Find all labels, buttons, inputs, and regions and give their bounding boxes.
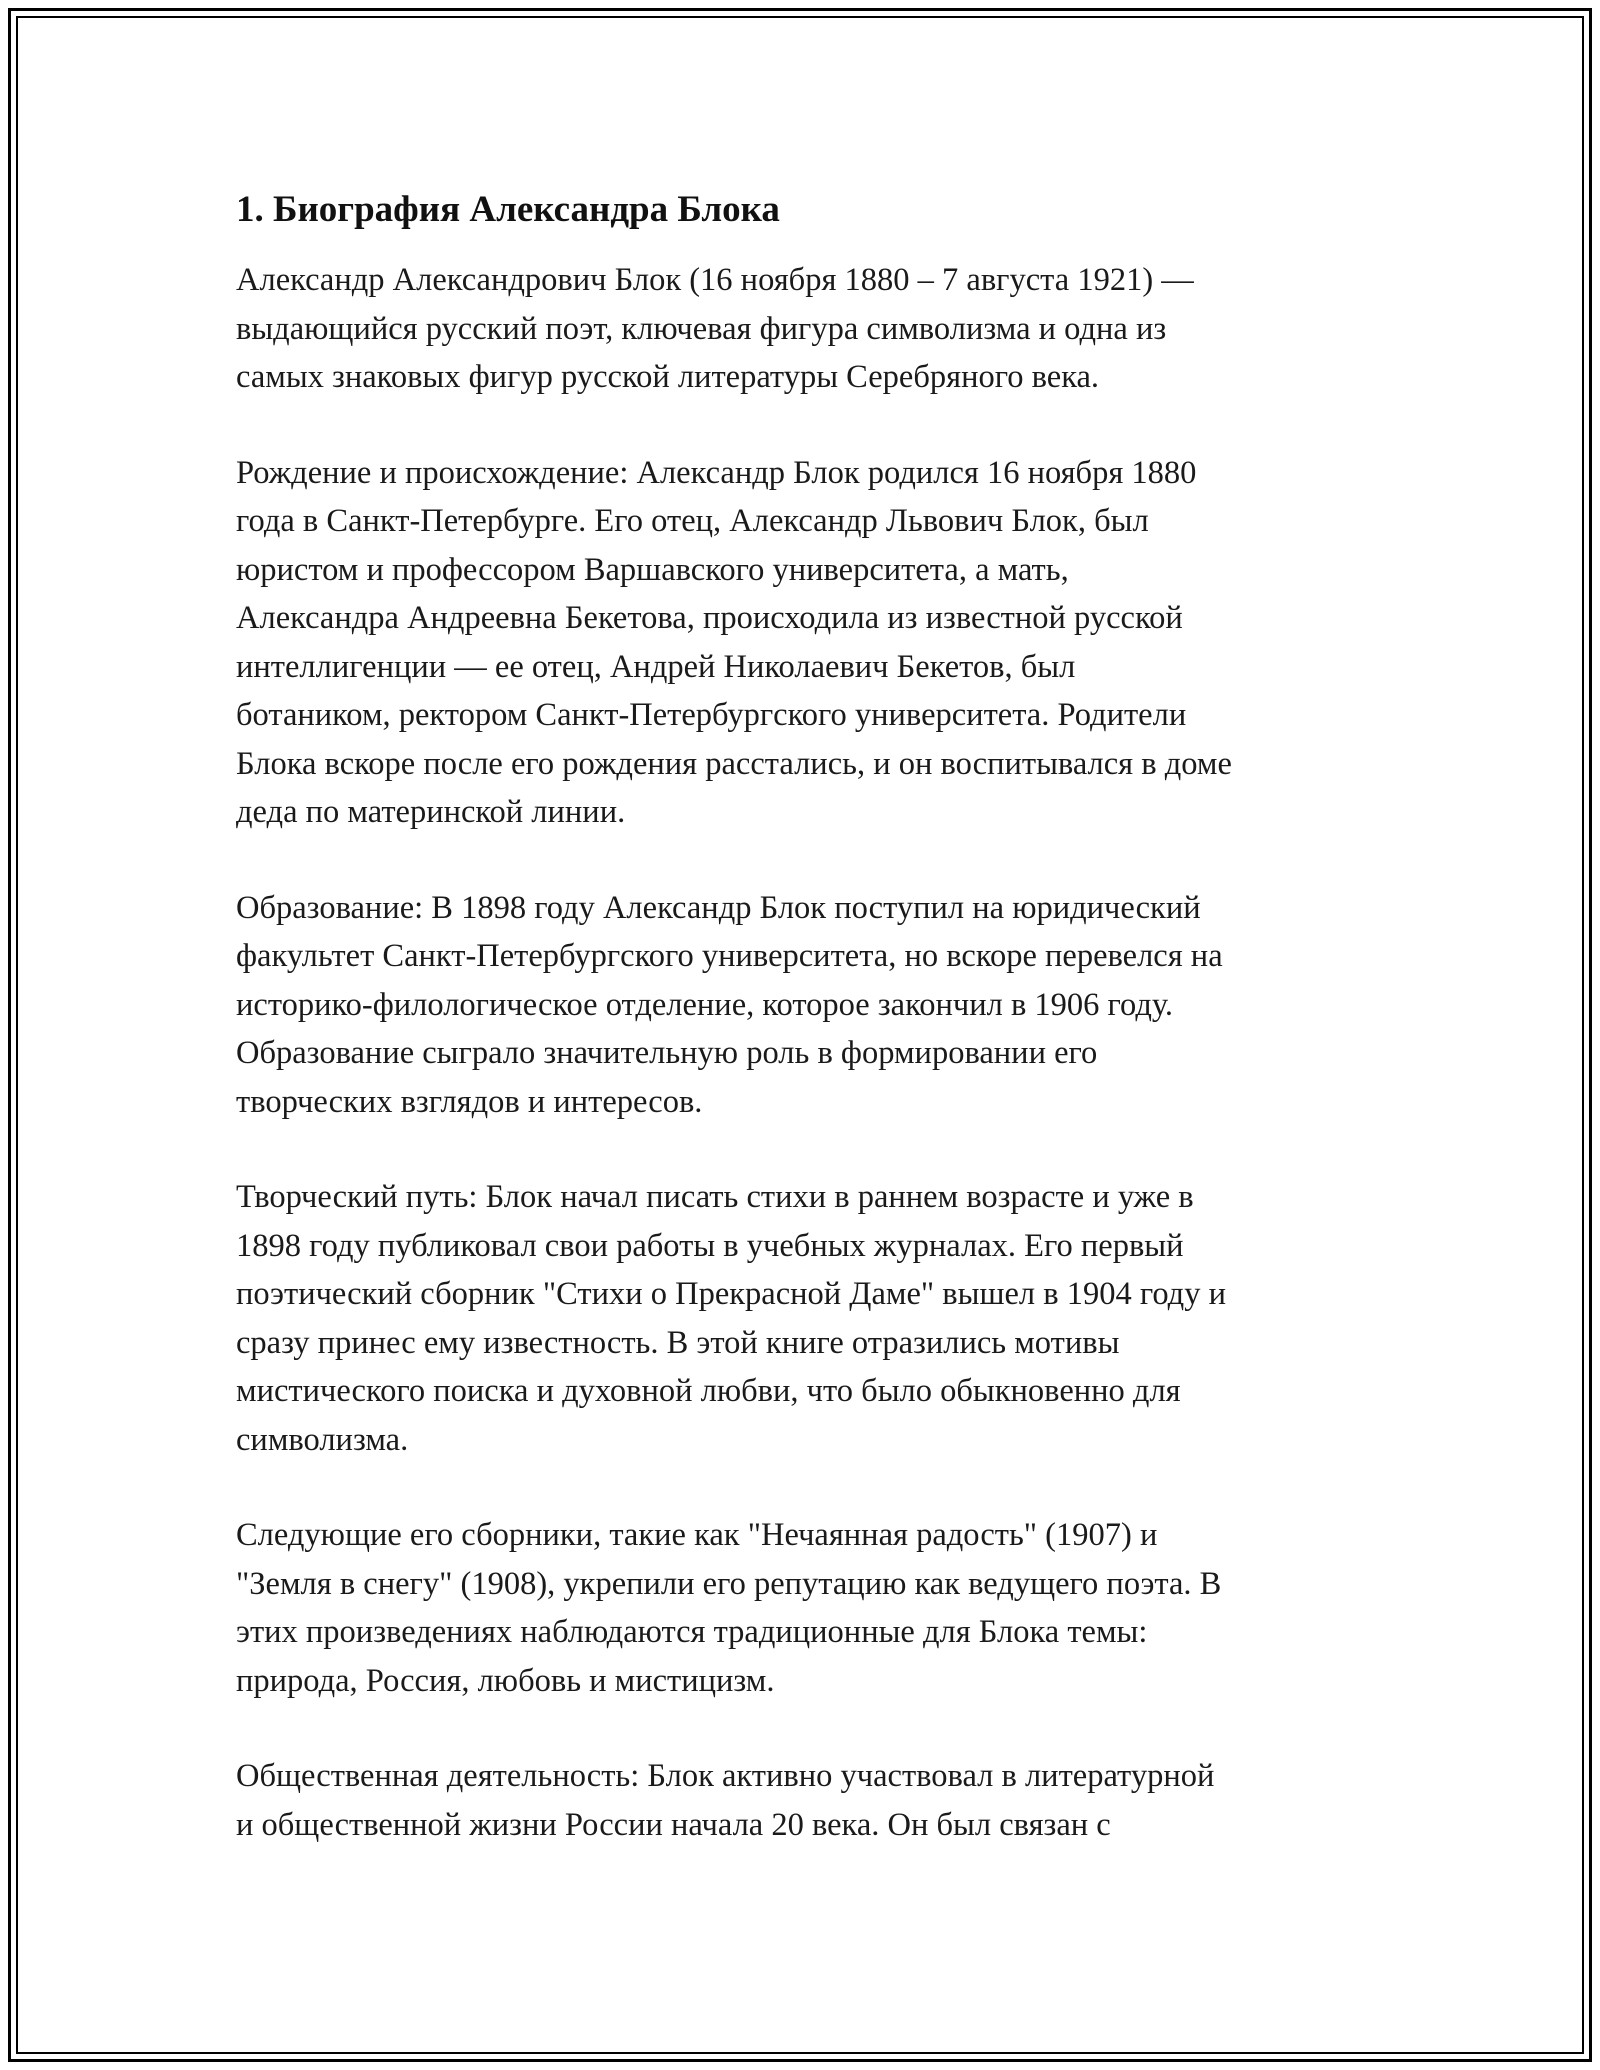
text-line: Александра Андреевна Бекетова, происходила из известной русской: [236, 600, 1183, 636]
text-line: Рождение и происхождение: Александр Блок родился 16 ноября 1880: [236, 454, 1197, 491]
text-line: этих произведениях наблюдаются традиционные для Блока темы:: [236, 1614, 1148, 1650]
text-line: Общественная деятельность: Блок активно участвовал в литературной: [236, 1758, 1215, 1794]
paragraph-birth-origin: [236, 449, 1376, 837]
text-line: поэтический сборник "Стихи о Прекрасной Даме" вышел в 1904 году и: [236, 1276, 1226, 1312]
text-line: мистического поиска и духовной любви, что было обыкновенно для: [236, 1373, 1181, 1409]
text-line: сразу принес ему известность. В этой книге отразились мотивы: [236, 1324, 1120, 1361]
paragraph-creative-path: [236, 1173, 1376, 1464]
text-line: юристом и профессором Варшавского университета, а мать,: [236, 551, 1069, 588]
text-line: Александр Александрович Блок (16 ноября 1880 – 7 августа 1921) —: [236, 262, 1194, 298]
text-line: и общественной жизни России начала 20 века. Он был связан с: [236, 1806, 1111, 1843]
paragraph-intro: [236, 256, 1376, 402]
text-line: природа, Россия, любовь и мистицизм.: [236, 1662, 775, 1699]
text-line: самых знаковых фигур русской литературы Серебряного века.: [236, 359, 1100, 395]
text-line: ботаником, ректором Санкт-Петербургского университета. Родители: [236, 697, 1187, 733]
paragraph-later-collections: [236, 1511, 1376, 1705]
text-line: Творческий путь: Блок начал писать стихи в раннем возрасте и уже в: [236, 1179, 1194, 1215]
text-line: "Земля в снегу" (1908), укрепили его репутацию как ведущего поэта. В: [236, 1565, 1222, 1602]
text-line: Блока вскоре после его рождения расстались, и он воспитывался в доме: [236, 745, 1232, 782]
document-body: [236, 186, 1376, 1896]
text-line: выдающийся русский поэт, ключевая фигура символизма и одна из: [236, 310, 1167, 347]
paragraph-education: [236, 884, 1376, 1127]
text-line: интеллигенции — ее отец, Андрей Николаевич Бекетов, был: [236, 648, 1076, 685]
text-line: символизма.: [236, 1421, 409, 1458]
text-line: Образование: В 1898 году Александр Блок поступил на юридический: [236, 889, 1201, 926]
text-line: Следующие его сборники, такие как "Нечаянная радость" (1907) и: [236, 1517, 1158, 1553]
text-line: деда по материнской линии.: [236, 794, 626, 830]
text-line: Образование сыграло значительную роль в формировании его: [236, 1035, 1098, 1071]
text-line: года в Санкт-Петербурге. Его отец, Александр Львович Блок, был: [236, 503, 1149, 539]
text-line: факультет Санкт-Петербургского университета, но вскоре перевелся на: [236, 938, 1223, 974]
text-line: 1898 году публиковал свои работы в учебных журналах. Его первый: [236, 1227, 1184, 1264]
document-title: 1. Биография Александра Блока: [236, 189, 780, 230]
paragraph-public-activity: [236, 1752, 1376, 1849]
text-line: историко-филологическое отделение, которое закончил в 1906 году.: [236, 986, 1174, 1023]
text-line: творческих взглядов и интересов.: [236, 1083, 703, 1120]
